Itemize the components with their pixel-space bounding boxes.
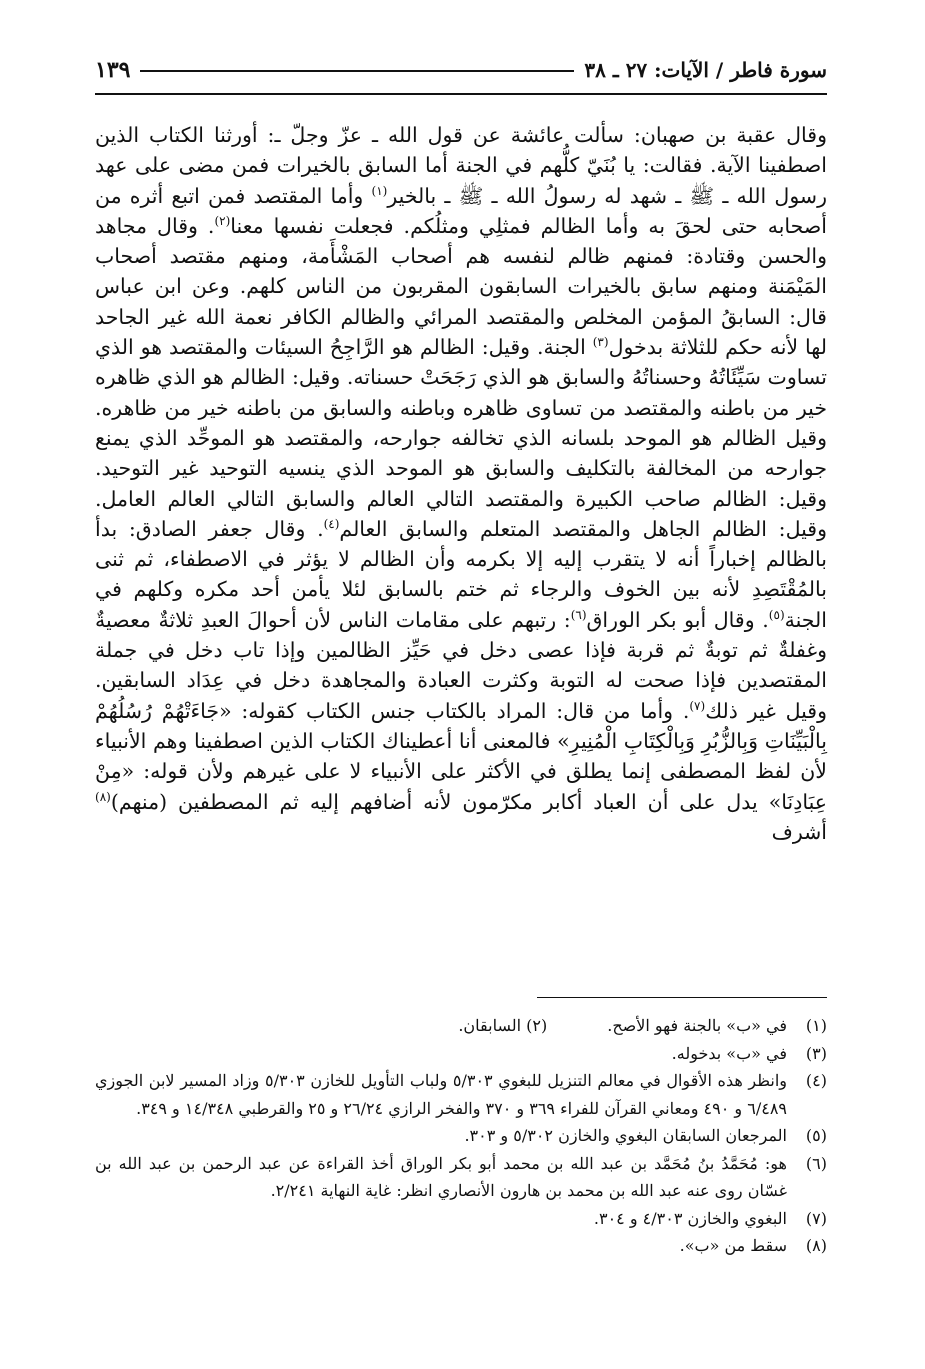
footnote-text: هو: مُحَمَّدُ بنُ مُحَمَّد بن عبد الله بن محمد أبو بكر الوراق أخذ القراءة عن عبد الرحمن بن عبد الله بن غسّان روى عنه عبد الله بن محمد بن هارون الأنصاري انظر: غاية النهاية ٢/٢٤١. (95, 1153, 787, 1200)
text-segment: وأما المقتصد فمن اتبع أثره من أصحابه حتى لحقَ به وأما الظالم فمثلِي ومثلُكم. فجعلت نفسها معنا (95, 183, 828, 238)
footnote-4 (95, 1067, 827, 1122)
text-segment: : رتبهم على مقامات الناس لأن أحوالَ العبدِ ثلاثةٌ معصيةٌ وغفلةٌ ثم توبةٌ ثم قربة فإذا عصى دخل في حَيِّز الظالمين وإذا تاب دخل في جملة المقتصدين فإذا صحت له التوبة وكثرت العبادة والمجاهدة دخل في عِدَاد السابقين. وقيل غير ذلك (95, 607, 828, 723)
footnote-2 (458, 1012, 547, 1040)
main-text (95, 120, 827, 847)
footnote-number: (٥) (805, 1126, 827, 1145)
header-divider (95, 93, 827, 95)
header-rule-fill (140, 68, 574, 72)
footnote-text: المرجعان السابقان البغوي والخازن ٥/٣٠٢ و ٣٠٣. (464, 1126, 787, 1145)
text-segment: . وقال أبو بكر الوراق (586, 607, 769, 632)
footnote-row (95, 1012, 827, 1040)
footnote-text: في «ب» بدخوله. (671, 1043, 787, 1063)
footnote-number: (١) (805, 1016, 827, 1035)
footnotes (95, 1012, 827, 1260)
footnote-ref-8[interactable]: (٨) (95, 789, 111, 804)
footnote-8 (95, 1232, 827, 1260)
running-header (95, 50, 827, 90)
footnote-text: وانظر هذه الأقوال في معالم التنزيل للبغوي ٥/٣٠٣ ولباب التأويل للخازن ٥/٣٠٣ وزاد المسير لابن الجوزي ٦/٤٨٩ و ٤٩٠ ومعاني القرآن للفراء ٣٦٩ و ٣٧٠ والفخر الرازي ٢٦/٢٤ و ٢٥ والقرطبي ١٤/٣٤٨ و ٣٤٩. (95, 1071, 787, 1118)
text-segment: وقال عقبة بن صهبان: سألت عائشة عن قول الله ـ عزّ وجلّ ـ: أورثنا الكتاب الذين اصطفينا الآية. فقالت: يا بُنَيّ كلُّهم في الجنة أما السابق بالخيرات فمن مضى على عهد رسول الله ـ ﷺ ـ شهد له رسولُ الله ـ ﷺ ـ بالخير (95, 123, 827, 208)
header-title: سورة فاطر / الآيات: ٢٧ ـ ٣٨ (584, 58, 827, 82)
footnote-number: (٧) (805, 1208, 827, 1228)
commentary-paragraph (95, 120, 827, 847)
text-segment: . وقال جعفر الصادق: بدأ بالظالم إخباراً أنه لا يتقرب إليه إلا بكرمه وأن الظالم لا يؤثر في الاصطفاء، ثم ثنى بالمُقْتَصِدِ لأنه بين الخوف والرجاء ثم ختم بالسابق لئلا يأمن أحد مكره وكلهم في الجنة (95, 516, 827, 632)
footnote-1 (607, 1012, 827, 1040)
footnote-text: سقط من «ب». (679, 1236, 787, 1255)
footnote-ref-1[interactable]: (١) (371, 183, 388, 198)
footnote-ref-5[interactable]: (٥) (768, 607, 785, 622)
text-segment: . وأما من قال: المراد بالكتاب جنس الكتاب كقوله: «جَاءَتْهُمْ رُسُلُهُمْ بِالْبَيِّنَاتِ وَبِالزُّبُرِ وَبِالْكِتَابِ الْمُنِيرِ» فالمعنى أنا أعطيناك الكتاب الذين اصطفينا وهم الأنبياء لأن لفظ المصطفى إنما يطلق في الأكثر على الأنبياء لا على غيرهم ولأن قوله: «مِنْ عِبَادِنَا» يدل على أن العباد أكابر مكرّمون لأنه أضافهم إليه ثم المصطفين (منهم) (95, 698, 827, 814)
footnote-3 (95, 1040, 827, 1068)
footnote-ref-6[interactable]: (٦) (570, 607, 587, 622)
footnote-divider (537, 997, 827, 998)
footnote-ref-3[interactable]: (٣) (592, 335, 609, 350)
footnote-number: (٨) (805, 1236, 827, 1255)
footnote-7 (95, 1205, 827, 1233)
footnote-number: (٦) (805, 1153, 827, 1173)
footnote-number: (٤) (805, 1071, 827, 1090)
text-segment: أشرف (771, 819, 827, 844)
footnote-text: في «ب» بالجنة فهو الأصح. (607, 1016, 787, 1035)
footnote-number: (٣) (805, 1043, 827, 1063)
page-number: ١٣٩ (95, 57, 131, 83)
footnote-text: السابقان. (458, 1016, 522, 1035)
footnote-number: (٢) (526, 1016, 548, 1035)
text-segment: الجنة. وقيل: الظالم هو الرَّاجِحُ السيئات والمقتصد هو الذي تساوت سَيِّئَاتُهُ وحسناتُهُ والسابق هو الذي رَجَحَتْ حسناته. وقيل: الظالم هو الذي ظاهره خير من باطنه والمقتصد من تساوى ظاهره وباطنه والسابق من باطنه خير من ظاهره. وقيل الظالم هو الموحد بلسانه الذي تخالفه جوارحه، والمقتصد هو الموحِّد الذي يمنع جوارحه من المخالفة بالتكليف والسابق هو الموحد الذي ينسيه التوحيد غير التوحيد. وقيل: الظالم صاحب الكبيرة والمقتصد التالي العالم والسابق التالي العالم العامل. وقيل: الظالم الجاهل والمقتصد المتعلم والسابق العالم (95, 335, 828, 541)
footnote-ref-7[interactable]: (٧) (689, 698, 706, 713)
text-segment: . وقال مجاهد والحسن وقتادة: فمنهم ظالم لنفسه هم أصحاب المَشْأَمة، ومنهم مقتصد أصحاب المَيْمَنة ومنهم سابق بالخيرات السابقون المقربون من الناس كلهم. وعن ابن عباس قال: السابقُ المؤمن المخلص والمقتصد المرائي والظالم الكافر نعمة الله غير الجاحد لها لأنه حكم للثلاثة بدخول (95, 213, 827, 360)
footnote-text: البغوي والخازن ٤/٣٠٣ و ٣٠٤. (593, 1208, 787, 1228)
footnote-6 (95, 1150, 827, 1205)
footnote-ref-4[interactable]: (٤) (323, 517, 340, 532)
footnote-ref-2[interactable]: (٢) (214, 214, 231, 229)
footnote-5 (95, 1122, 827, 1150)
